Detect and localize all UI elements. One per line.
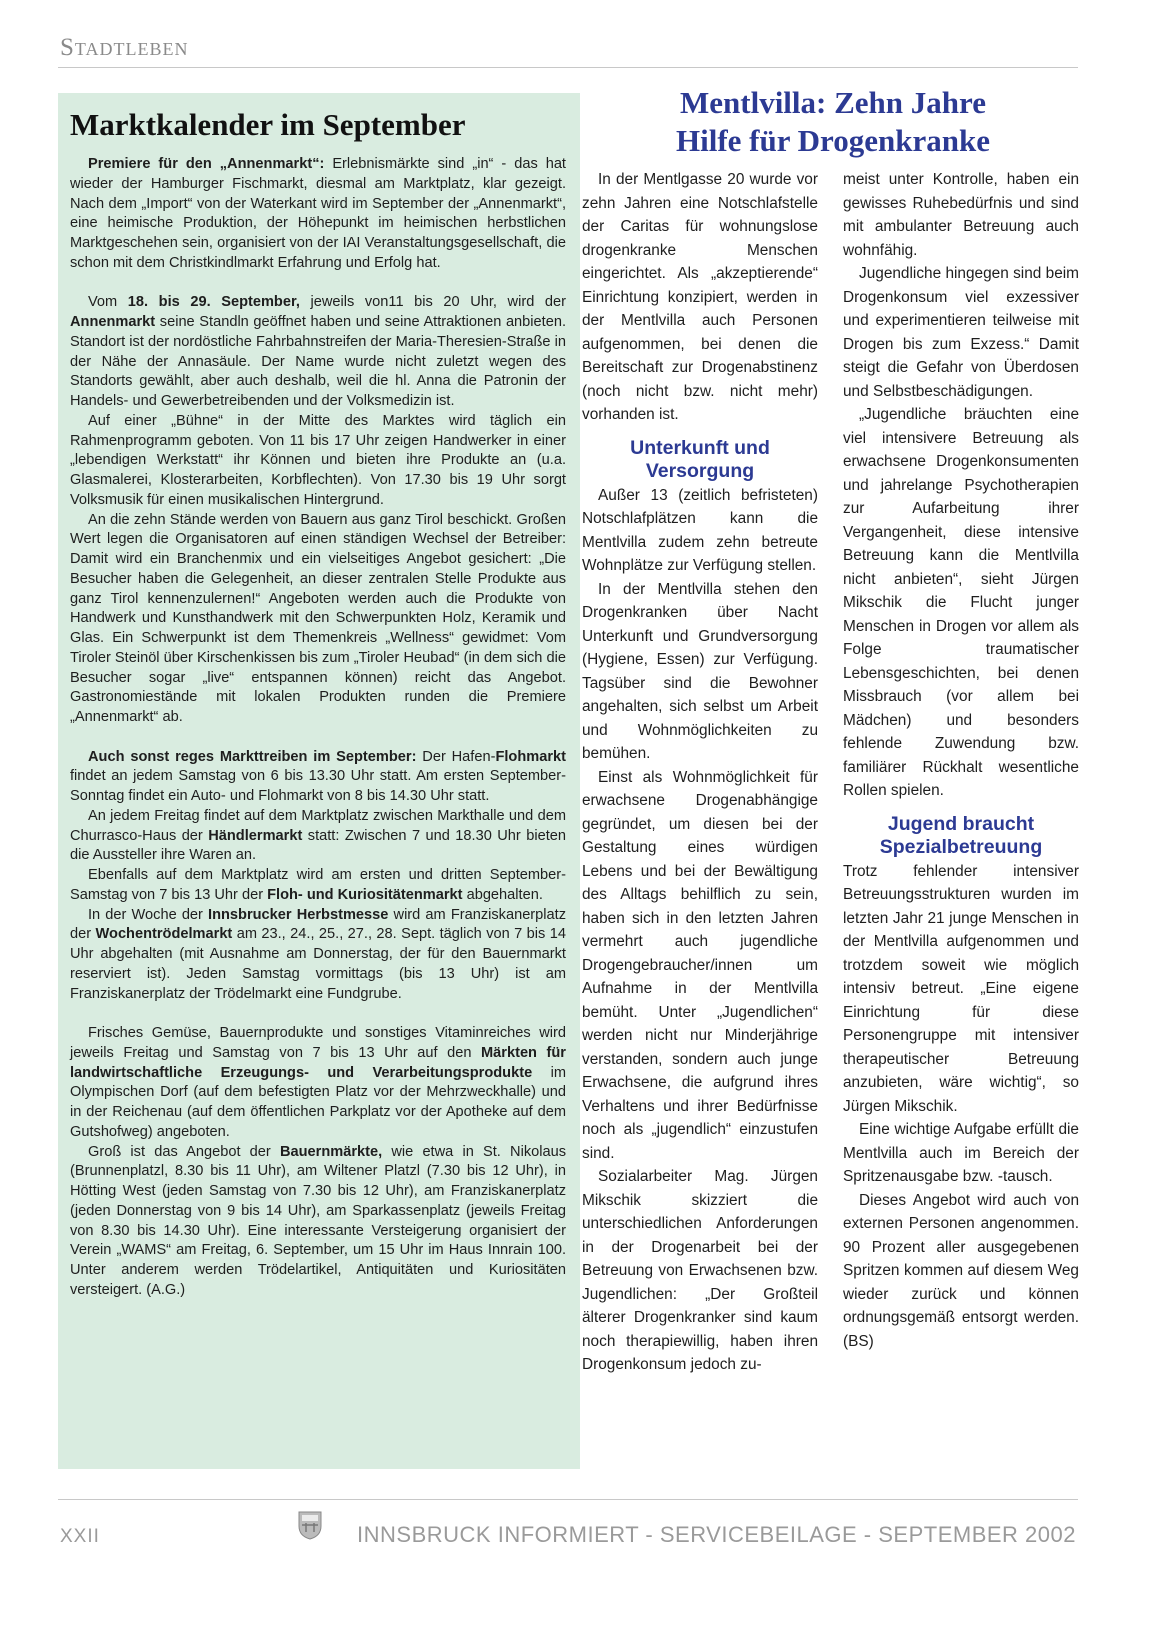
text: wie etwa in St. Nikolaus (Brunnenplatzl, 8.30 bis 11 Uhr), am Wiltener Platzl (7.30 bis 12 Uhr), in Hötting West (jeden Samstag von 7.30 bis 12 Uhr), am Franziskanerplatz (jeden Donnerstag von 9 bis 14 Uhr), am Sparkassenplatz (jeweils Freitag von 8.30 bis 14.30 Uhr). Eine interessante Versteigerung organisiert der Verein „WAMS“ am Freitag, 6. September, um 15 Uhr im Haus Innrain 100. Unter anderem werden Trödelartikel, Antiquitäten und Kuriositäten versteigert. (A.G.)	[70, 1143, 567, 1298]
box-paragraph	[70, 807, 566, 866]
text: Vom	[88, 294, 128, 311]
article-column-1	[582, 168, 818, 1377]
section-header: Stadtleben	[60, 34, 189, 61]
box-paragraph	[70, 412, 566, 511]
bold-text: Händlermarkt	[208, 827, 303, 844]
text: Auf einer „Bühne“ in der Mitte des Marktes wird täglich ein Rahmenprogramm geboten. Von 11 bis 17 Uhr zeigen Handwerker in einer „lebendigen Werkstatt“ ihr Können und bieten ihre Produkte an (u.a. Glasmalerei, Klosterarbeiten, Korbflechten). Von 17.30 bis 19 Uhr sorgt Volksmusik für einen musikalischen Hintergrund.	[70, 412, 566, 508]
box-paragraph	[70, 293, 566, 412]
text: wird am Franziskanerplatz der	[70, 906, 566, 943]
article-paragraph: „Jugendliche bräuchten eine viel intensivere Betreuung als erwachsene Drogenkonsumenten und jahrelange Psychotherapien zur Aufarbeitung ihrer Vergangenheit, diese intensive Betreuung kann die Mentlvilla nicht anbieten“, sieht Jürgen Mikschik die Flucht junger Menschen in Drogen vor allem als Folge traumatischer Lebensgeschichten, bei denen Missbrauch (vor allem bei Mädchen) und besonders fehlende Zuwendung bzw. familiärer Rückhalt wesentliche Rollen spielen.	[843, 406, 1079, 799]
text: Der Hafen-	[416, 748, 496, 765]
article-paragraph: Trotz fehlender intensiver Betreuungsstrukturen wurden im letzten Jahr 21 junge Menschen in der Mentlvilla aufgenommen und trotzdem soweit wie möglich intensiv betreut. „Eine eigene Einrichtung für diese Personengruppe mit intensiver therapeutischer Betreuung anzubieten, wäre wichtig“, so Jürgen Mikschik.	[843, 862, 1079, 1115]
article-paragraph: Außer 13 (zeitlich befristeten) Notschlafplätzen kann die Mentlvilla zudem zehn betreute Wohnplätze zur Verfügung stellen.	[582, 486, 818, 574]
article-paragraph: Sozialarbeiter Mag. Jürgen Mikschik skizziert die unterschiedlichen Anforderungen in der Drogenarbeit bei der Betreuung von Erwachsenen bzw. Jugendlichen: „Der Großteil älterer Drogenkranker sind kaum noch therapiewillig, haben ihren Drogenkonsum jedoch zu-	[582, 1168, 818, 1373]
text: im Olympischen Dorf (auf dem befestigten Platz vor der Mehrzweckhalle) und in der Reichenau (auf dem öffentlichen Parkplatz vor der Apotheke auf dem Gutshofweg) angeboten.	[70, 1064, 566, 1140]
bold-text: Flohmarkt	[495, 748, 566, 765]
article-paragraph: meist unter Kontrolle, haben ein gewisses Ruhebedürfnis und sind mit ambulanter Betreuung auch wohnfähig.	[843, 171, 1079, 259]
footer-rule	[58, 1499, 1078, 1500]
text: Ebenfalls auf dem Marktplatz wird am ersten und dritten September-Samstag von 7 bis 13 Uhr der	[70, 867, 566, 903]
text: findet an jedem Samstag von 6 bis 13.30 Uhr statt. Am ersten September-Sonntag findet ein Auto- und Flohmarkt von 8 bis 14.30 Uhr statt.	[70, 768, 566, 804]
text: An jedem Freitag findet auf dem Marktplatz zwischen Markthalle und dem Churrasco-Haus der	[70, 807, 566, 844]
market-calendar-box	[58, 93, 580, 1469]
text: Erlebnismärkte sind „in“ - das hat wieder der Hamburger Fischmarkt, diesmal am Marktplatz, klar gezeigt. Nach dem „Import“ von der Waterkant wird im September der „Annenmarkt“, eine heimische Produktion, der Höhepunkt im heimischen herbstlichen Marktgeschehen sein, organisiert von der IAI Veranstaltungsgesellschaft, die schon mit dem Christkindlmarkt Erfahrung und Erfolg hat.	[70, 156, 566, 271]
bold-text: Innsbrucker Herbstmesse	[208, 906, 389, 923]
page-number: XXII	[60, 1526, 100, 1547]
box-paragraph	[70, 906, 566, 1005]
box-paragraph	[70, 1024, 566, 1143]
box-paragraph	[70, 866, 566, 906]
header-rule	[58, 67, 1078, 68]
box-paragraph	[70, 511, 566, 728]
bold-text: Premiere für den „Annenmarkt“:	[88, 156, 325, 172]
publication-footer: INNSBRUCK INFORMIERT - SERVICEBEILAGE - SEPTEMBER 2002	[357, 1522, 1076, 1547]
bold-text: Bauernmärkte,	[279, 1143, 383, 1160]
text: seine Standln geöffnet haben und seine Attraktionen anbieten. Standort ist der nordöstliche Fahrbahnstreifen der Maria-Theresien-Straße in der Nähe der Annasäule. Der Name wurde nicht zuletzt wegen des Standorts gewählt, aber auch deshalb, weil die hl. Anna die Patronin der Handels- und Gewerbetreibenden und der Volksmedizin ist.	[70, 314, 566, 409]
article-paragraph: In der Mentlvilla stehen den Drogenkranken über Nacht Unterkunft und Grundversorgung (Hygiene, Essen) zur Verfügung. Tagsüber sind die Bewohner angehalten, sich selbst um Arbeit und Wohnmöglichkeiten zu bemühen.	[582, 580, 818, 762]
box-title: Marktkalender im September	[70, 107, 466, 142]
bold-text: 18. bis 29. September,	[127, 294, 300, 311]
text: statt: Zwischen 7 und 18.30 Uhr bieten die Aussteller ihre Waren an.	[70, 827, 566, 864]
article-title-line: Hilfe für Drogenkranke	[675, 123, 990, 158]
article-subheading: Jugend braucht Spezialbetreuung	[879, 812, 1043, 858]
article-column-2	[843, 168, 1079, 1353]
text: An die zehn Stände werden von Bauern aus ganz Tirol beschickt. Großen Wert legen die Organisatoren auf einen ständigen Wechsel der Betreiber: Damit wird ein Branchenmix und ein vielseitiges Angebot gesichert: „Die Besucher haben die Gelegenheit, an dieser zentralen Stelle Produkte aus ganz Tirol kennenzulernen!“ Angeboten werden auch die Produkte von Handwerk und Kunsthandwerk mit den Schwerpunkten Holz, Keramik und Glas. Ein Schwerpunkt ist dem Themenkreis „Wellness“ gewidmet: Vom Tiroler Steinöl über Kirschenkissen bis zum „Tiroler Heubad“ (in dem sich die Besucher sogar „live“ entspannen können) reicht das Angebot. Gastronomiestände mit lokalen Produkten runden die Premiere „Annenmarkt“ ab.	[70, 511, 566, 725]
text: am 23., 24., 25., 27., 28. Sept. täglich von 7 bis 14 Uhr abgehalten (mit Ausnahme am Donnerstag, der für den Bauernmarkt reserviert ist). Jeden Samstag vormittags (bis 13 Uhr) ist am Franziskanerplatz der Trödelmarkt eine Fundgrube.	[70, 926, 566, 1002]
article-paragraph: Dieses Angebot wird auch von externen Personen angenommen. 90 Prozent aller ausgegebenen Spritzen kommen auf diesem Weg wieder zurück und können ordnungsgemäß entsorgt werden. (BS)	[843, 1191, 1079, 1350]
article-paragraph: Jugendliche hingegen sind beim Drogenkonsum viel exzessiver und experimentieren teilweise mit Drogen bis zum Exzess.“ Damit steigt die Gefahr von Überdosen und Selbstbeschädigungen.	[843, 265, 1079, 400]
text: abgehalten.	[462, 886, 543, 903]
bold-text: Märkten für landwirtschaftliche Erzeugungs- und Verarbeitungsprodukte	[70, 1044, 566, 1081]
bold-text: Annenmarkt	[70, 314, 156, 330]
city-crest-icon	[297, 1510, 323, 1540]
article-title-line: Mentlvilla: Zehn Jahre	[680, 85, 986, 120]
article-subheading: Unterkunft und Versorgung	[630, 436, 770, 482]
text: Groß ist das Angebot der	[88, 1143, 280, 1160]
article-title	[588, 84, 1078, 160]
box-paragraph	[70, 155, 566, 274]
box-paragraph	[70, 1143, 566, 1301]
text: Frisches Gemüse, Bauernprodukte und sonstiges Vitaminreiches wird jeweils Freitag und Samstag von 7 bis 13 Uhr auf den	[70, 1025, 566, 1061]
text: jeweils von11 bis 20 Uhr, wird der	[299, 294, 566, 311]
bold-text: Auch sonst reges Markttreiben im September:	[88, 748, 417, 765]
box-paragraph	[70, 748, 566, 807]
text: In der Woche der	[88, 906, 209, 923]
article-paragraph: Eine wichtige Aufgabe erfüllt die Mentlvilla auch im Bereich der Spritzenausgabe bzw. -tausch.	[843, 1121, 1079, 1185]
article-paragraph: Einst als Wohnmöglichkeit für erwachsene Drogenabhängige gegründet, um diesen bei der Gestaltung eines würdigen Lebens und bei der Bewältigung des Alltags behilflich zu sein, haben sich in den letzten Jahren vermehrt auch jugendliche Drogengebraucher/innen um Aufnahme in der Mentlvilla bemüht. Unter „Jugendlichen“ werden nicht nur Minderjährige verstanden, sondern auch junge Erwachsene, die aufgrund ihres Verhaltens und ihrer Bedürfnisse noch als „jugendlich“ einzustufen sind.	[582, 768, 818, 1162]
bold-text: Wochentrödelmarkt	[95, 926, 233, 943]
box-body	[70, 155, 566, 1301]
bold-text: Floh- und Kuriositätenmarkt	[267, 886, 463, 903]
article-paragraph: In der Mentlgasse 20 wurde vor zehn Jahren eine Notschlafstelle der Caritas für wohnungslose drogenkranke Menschen eingerichtet. Als „akzeptierende“ Einrichtung konzipiert, werden in der Mentlvilla auch Personen aufgenommen, bei denen die Bereitschaft zur Drogenabstinenz (noch nicht bzw. nicht mehr) vorhanden ist.	[582, 171, 818, 423]
